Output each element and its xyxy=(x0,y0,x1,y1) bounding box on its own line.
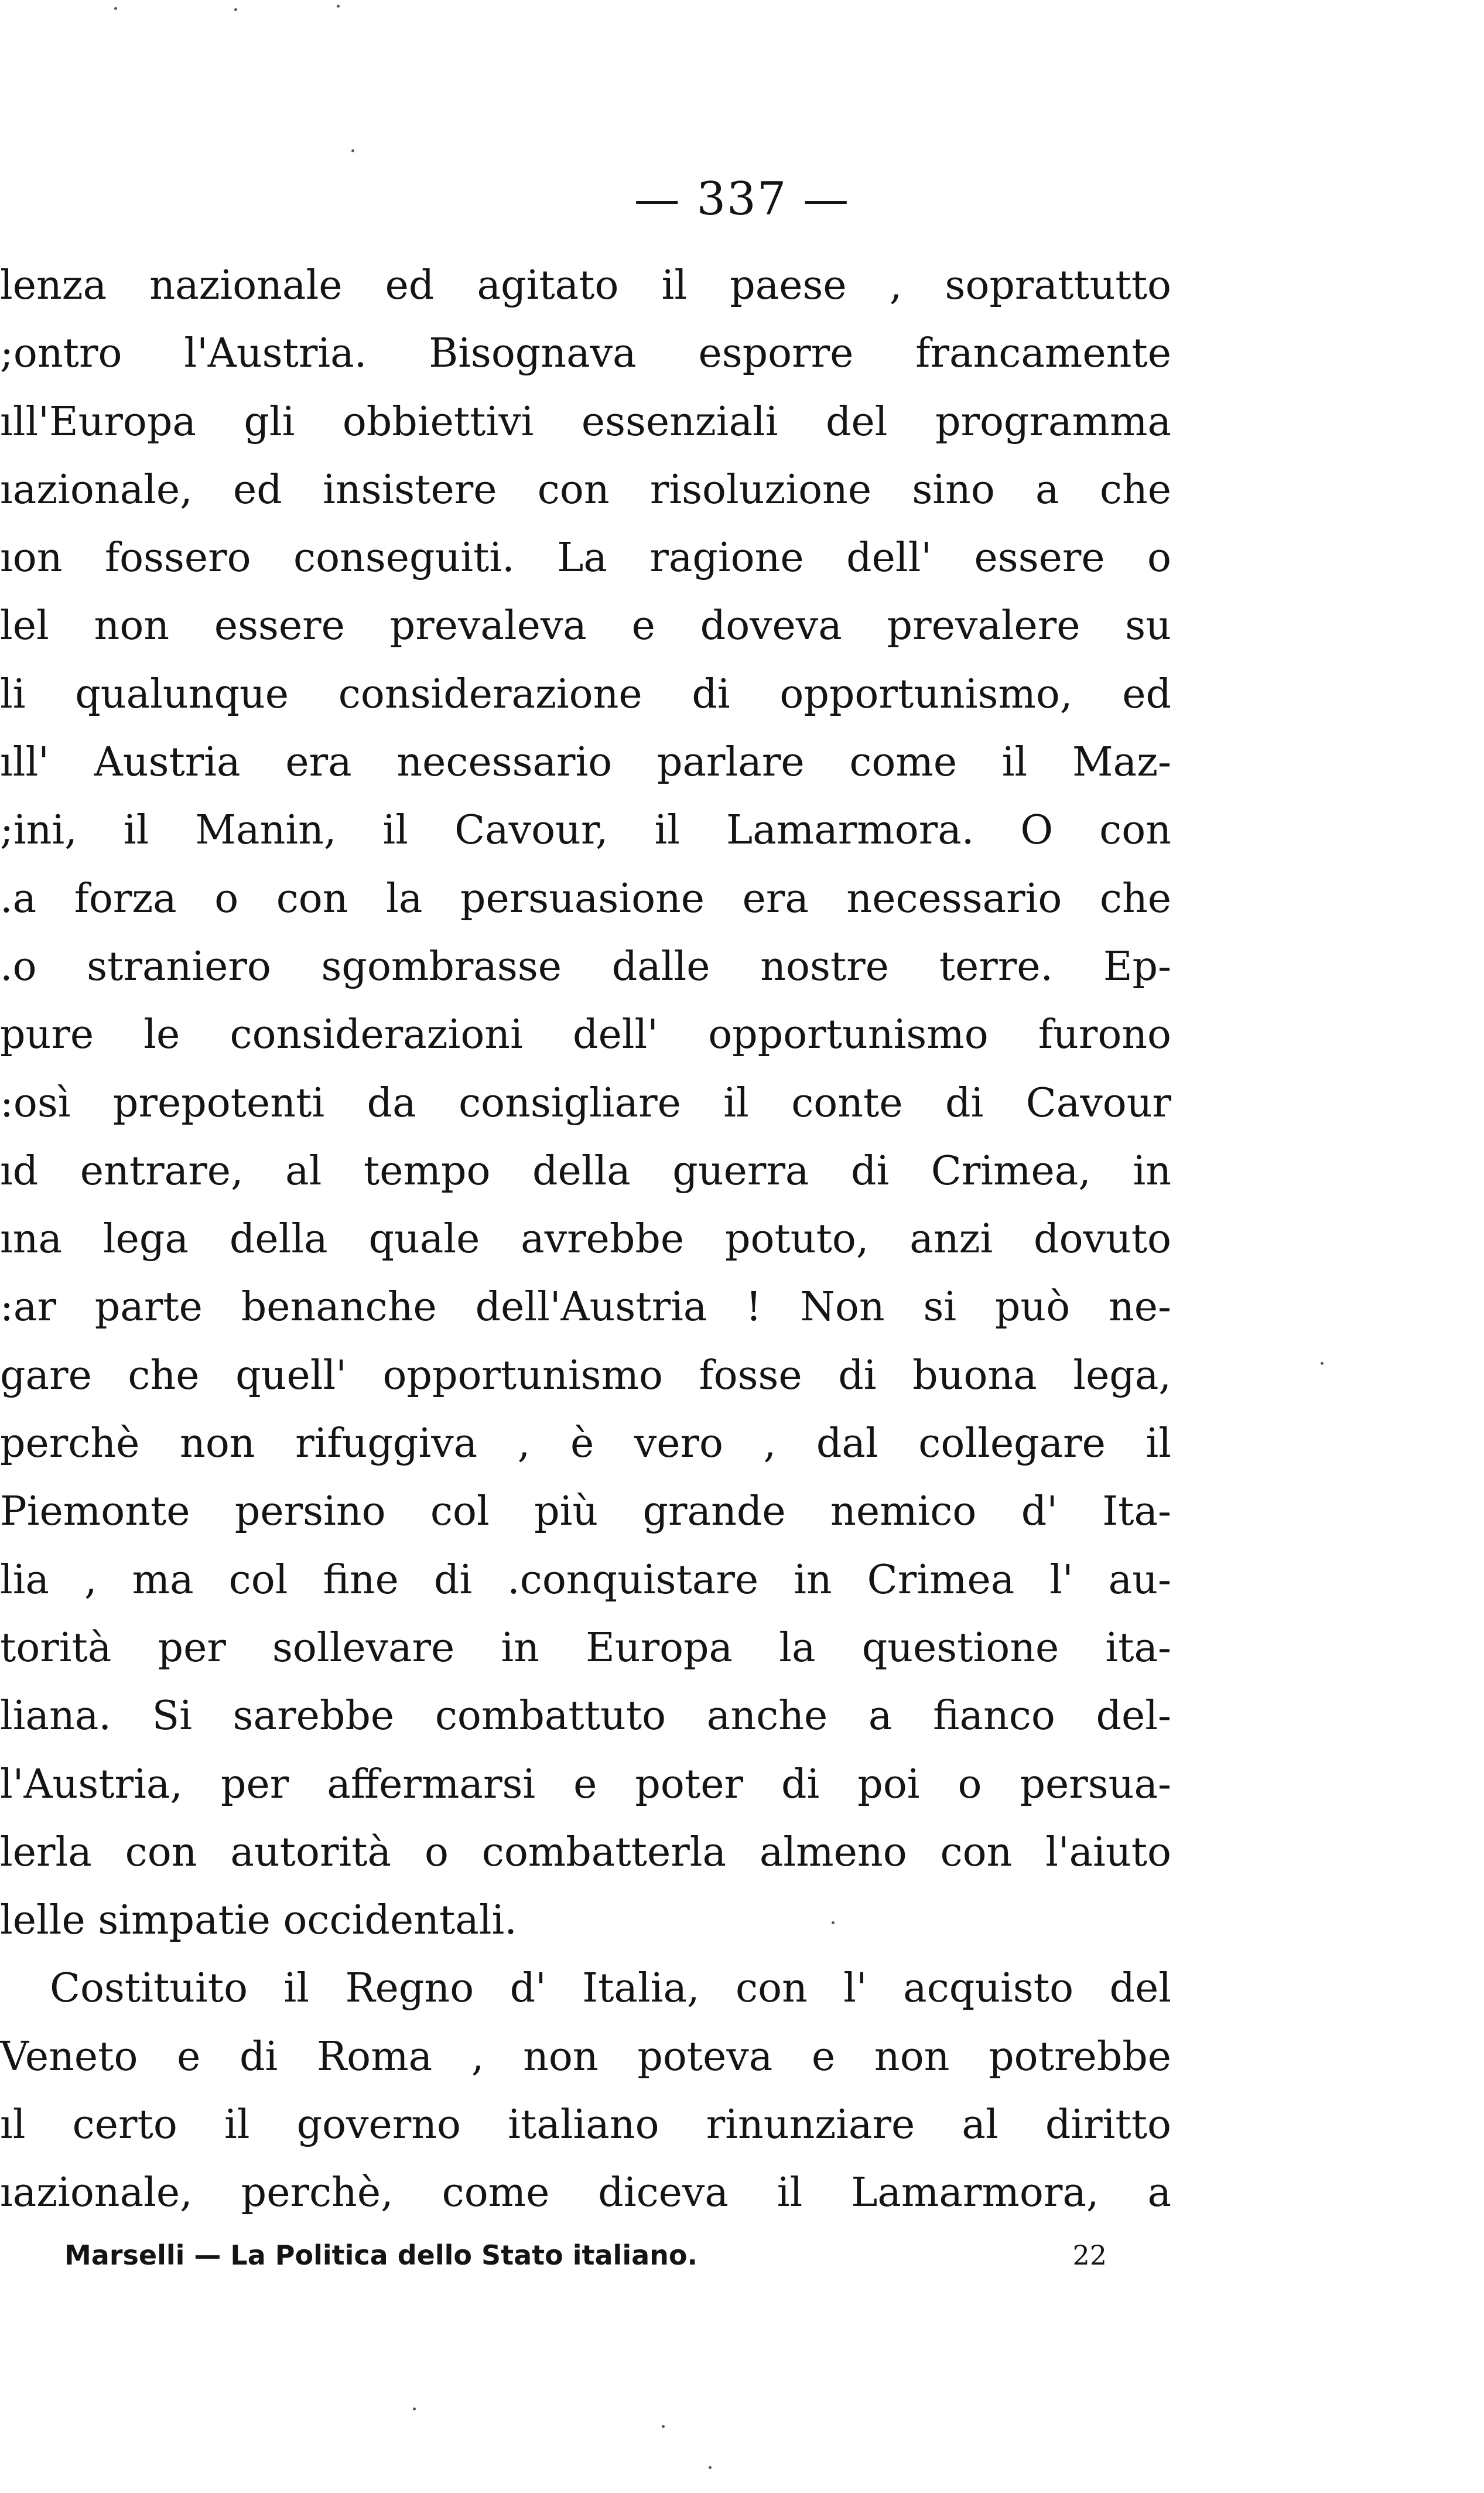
page-footer xyxy=(64,2232,1107,2279)
print-speck xyxy=(337,5,340,8)
text-line: .a forza o con la persuasione era necessario che xyxy=(0,875,1171,922)
text-line: .o straniero sgombrasse dalle nostre terre. Ep- xyxy=(0,943,1171,990)
signature-mark: 22 xyxy=(1072,2239,1107,2271)
print-speck xyxy=(1321,1362,1324,1365)
text-line: ıazionale, perchè, come diceva il Lamarmora, a xyxy=(0,2170,1171,2217)
print-speck xyxy=(413,2407,416,2410)
text-line: :osì prepotenti da consigliare il conte di Cavour xyxy=(0,1080,1171,1126)
text-line: ;ontro l'Austria. Bisognava esporre francamente xyxy=(0,330,1171,377)
text-line: ıazionale, ed insistere con risoluzione sino a che xyxy=(0,466,1171,513)
text-line: ına lega della quale avrebbe potuto, anzi dovuto xyxy=(0,1216,1171,1263)
text-line: gare che quell' opportunismo fosse di buona lega, xyxy=(0,1352,1171,1399)
text-line: l'Austria, per affermarsi e poter di poi o persua- xyxy=(0,1761,1171,1808)
text-line: lerla con autorità o combatterla almeno con l'aiuto xyxy=(0,1829,1171,1876)
print-speck xyxy=(832,1921,835,1924)
text-line: ıon fossero conseguiti. La ragione dell' essere o xyxy=(0,535,1171,582)
running-title: Marselli — La Politica dello Stato italiano. xyxy=(64,2239,697,2271)
text-line: torità per sollevare in Europa la questione ita- xyxy=(0,1624,1171,1671)
text-line: ıl certo il governo italiano rinunziare al diritto xyxy=(0,2102,1171,2149)
text-line: lel non essere prevaleva e doveva prevalere su xyxy=(0,603,1171,650)
page-number: — 337 — xyxy=(634,173,850,226)
text-line: :ar parte benanche dell'Austria ! Non si può ne- xyxy=(0,1284,1171,1331)
text-line: lenza nazionale ed agitato il paese , soprattutto xyxy=(0,262,1171,309)
text-line: li qualunque considerazione di opportunismo, ed xyxy=(0,671,1171,718)
text-line: lia , ma col fine di .conquistare in Crimea l' au- xyxy=(0,1556,1171,1603)
body-text xyxy=(0,252,1171,2228)
print-speck xyxy=(114,7,117,10)
paragraph-start-line: Costituito il Regno d' Italia, con l' acquisto del xyxy=(50,1965,1171,2012)
print-speck xyxy=(709,2466,712,2469)
text-line: ıll'Europa gli obbiettivi essenziali del programma xyxy=(0,398,1171,445)
text-line: ıd entrare, al tempo della guerra di Crimea, in xyxy=(0,1148,1171,1194)
print-speck xyxy=(234,8,237,11)
text-line: perchè non rifuggiva , è vero , dal collegare il xyxy=(0,1420,1171,1467)
text-line: Veneto e di Roma , non poteva e non potrebbe xyxy=(0,2033,1171,2080)
text-line: ;ini, il Manin, il Cavour, il Lamarmora. O con xyxy=(0,807,1171,854)
text-line: ıll' Austria era necessario parlare come il Maz- xyxy=(0,739,1171,786)
text-line: liana. Si sarebbe combattuto anche a fianco del- xyxy=(0,1693,1171,1740)
print-speck xyxy=(662,2425,665,2428)
paragraph-end-line: lelle simpatie occidentali. xyxy=(0,1897,517,1944)
print-speck xyxy=(351,149,354,152)
text-line: pure le considerazioni dell' opportunismo furono xyxy=(0,1012,1171,1058)
text-line: Piemonte persino col più grande nemico d' Ita- xyxy=(0,1488,1171,1535)
